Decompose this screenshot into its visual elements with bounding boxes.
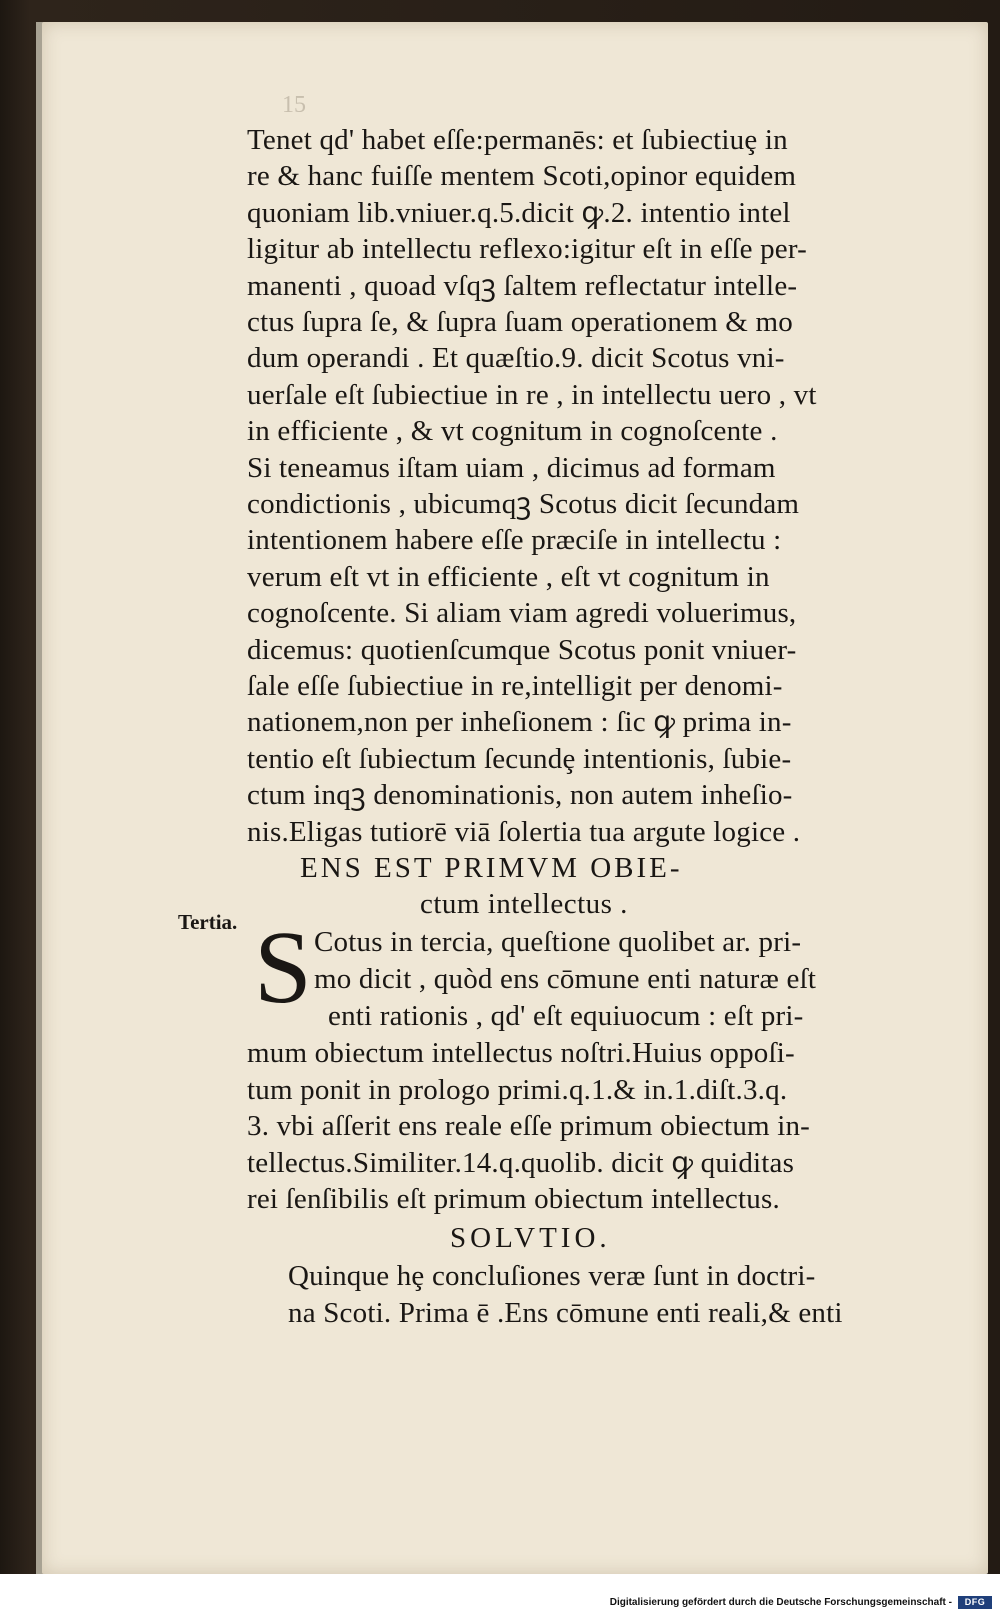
paragraph-line: rei ſenſibilis eſt primum obiectum intellectus. [247,1183,780,1216]
paragraph-line: cognoſcente. Si aliam viam agredi voluerimus, [247,597,797,630]
paragraph-line: ligitur ab intellectu reflexo:igitur eſt in eſſe per- [247,233,808,266]
paragraph-line: uerſale eſt ſubiectiue in re , in intellectu uero , vt [247,378,817,411]
paragraph-line: nationem,non per inheſionem : ſic ꝙ prima in- [247,706,792,739]
paragraph-line: verum eſt vt in efficiente , eſt vt cognitum in [247,560,770,593]
paragraph-line: ctum inqꝫ denominationis, non autem inheſio- [247,779,793,812]
paragraph-line: Si teneamus iſtam uiam , dicimus ad formam [247,451,776,484]
paragraph-line: Quinque hȩ concluſiones veræ ſunt in doctri- [288,1260,816,1292]
book-page [42,22,988,1574]
paragraph-line: mo dicit , quòd ens cōmune enti naturæ eſt [314,963,817,995]
paragraph-line: Tenet qd' habet eſſe:permanēs: et ſubiectiuȩ in [247,124,788,156]
drop-cap-initial: S [254,910,312,1025]
paragraph-line: manenti , quoad vſqꝫ ſaltem reflectatur intelle- [247,269,798,302]
paragraph-line: tellectus.Similiter.14.q.quolib. dicit ꝙ quiditas [247,1146,795,1179]
paragraph-line: ctus ſupra ſe, & ſupra ſuam operationem & mo [247,306,793,338]
margin-note: Tertia. [178,910,238,934]
page-number: 15 [282,92,306,118]
section-heading-line-1: ENS EST PRIMVM OBIE- [300,852,683,884]
digitization-footer [0,1574,1000,1611]
paragraph-line: condictionis , ubicumqꝫ Scotus dicit ſecundam [247,488,800,520]
paragraph-line: tum ponit in prologo primi.q.1.& in.1.diſt.3.q. [247,1073,788,1106]
paragraph-line: Cotus in tercia, queſtione quolibet ar. pri- [314,926,802,958]
paragraph-line: ſale eſſe ſubiectiue in re,intelligit per denomi- [247,670,783,702]
paragraph-line: dum operandi . Et quæſtio.9. dicit Scotus vni- [247,342,785,375]
dfg-logo: DFG [958,1596,992,1609]
paragraph-line: nis.Eligas tutiorē viā ſolertia tua argute logice . [247,815,801,848]
section-heading-line-2: ctum intellectus . [420,888,628,920]
paragraph-line: in efficiente , & vt cognitum in cognoſcente . [247,415,778,448]
paragraph-line: intentionem habere eſſe præciſe in intellectu : [247,524,782,557]
solutio-heading: SOLVTIO. [450,1222,611,1254]
paragraph-line: tentio eſt ſubiectum ſecundȩ intentionis, ſubie- [247,742,792,775]
paragraph-line: 3. vbi aſſerit ens reale eſſe primum obiectum in- [247,1110,811,1143]
paragraph-line: dicemus: quotienſcumque Scotus ponit vniuer- [247,633,797,666]
paragraph-line: mum obiectum intellectus noſtri.Huius oppoſi- [247,1037,795,1069]
paragraph-line: quoniam lib.vniuer.q.5.dicit ꝙ.2. intentio intel [247,196,791,229]
footer-credit: Digitalisierung gefördert durch die Deutsche Forschungsgemeinschaft - [609,1597,952,1608]
paragraph-line: na Scoti. Prima ē .Ens cōmune enti reali,& enti [288,1297,843,1329]
paragraph-line: enti rationis , qd' eſt equiuocum : eſt pri- [328,1000,804,1032]
paragraph-line: re & hanc fuiſſe mentem Scoti,opinor equidem [247,160,797,193]
